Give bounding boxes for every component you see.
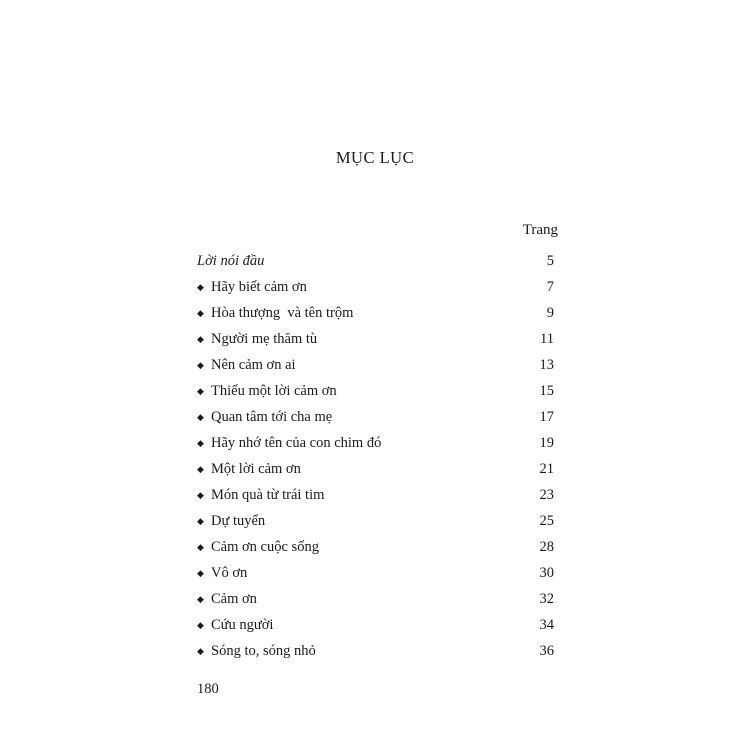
toc-entry-title: Cứu người (211, 616, 274, 633)
toc-entry-page: 13 (539, 356, 554, 373)
toc-entry (197, 326, 554, 352)
diamond-bullet-icon: ◆ (197, 359, 204, 370)
toc-entry-page: 30 (539, 564, 554, 581)
toc-entry-title: Quan tâm tới cha mẹ (211, 408, 333, 425)
toc-entry-title: Dự tuyển (211, 512, 266, 529)
toc-entry-page: 36 (539, 642, 554, 659)
toc-entry-title: Lời nói đầu (197, 252, 265, 269)
toc-entry-title: Món quà từ trái tim (211, 486, 325, 503)
toc-entry-page: 19 (539, 434, 554, 451)
diamond-bullet-icon: ◆ (197, 463, 204, 474)
toc-entry (197, 378, 554, 404)
toc-entry-left (197, 461, 301, 478)
toc-entry-left (197, 383, 337, 400)
toc-entry (197, 300, 554, 326)
toc-entry-page: 7 (546, 278, 554, 295)
toc-entry (197, 456, 554, 482)
toc-entry-left (197, 435, 381, 452)
toc-entry-page: 17 (539, 408, 554, 425)
toc-entry-page: 28 (539, 538, 554, 555)
toc-entry (197, 404, 554, 430)
diamond-bullet-icon: ◆ (197, 515, 204, 526)
table-of-contents (197, 248, 554, 664)
diamond-bullet-icon: ◆ (197, 411, 204, 422)
diamond-bullet-icon: ◆ (197, 567, 204, 578)
diamond-bullet-icon: ◆ (197, 619, 204, 630)
footer-page-number: 180 (197, 681, 219, 697)
toc-entry-left (197, 617, 273, 634)
toc-entry-title: Người mẹ thăm tù (211, 330, 318, 347)
toc-entry-title: Sóng to, sóng nhỏ (211, 642, 316, 659)
toc-entry-title: Hãy nhớ tên của con chim đó (211, 434, 382, 451)
page-column-header: Trang (522, 222, 558, 238)
toc-entry (197, 248, 554, 274)
toc-entry (197, 586, 554, 612)
toc-entry-page: 25 (539, 512, 554, 529)
toc-entry-title: Hãy biết cảm ơn (211, 278, 307, 295)
toc-entry-title: Cảm ơn cuộc sống (211, 538, 319, 555)
diamond-bullet-icon: ◆ (197, 489, 204, 500)
toc-entry-left (197, 591, 257, 608)
toc-entry (197, 352, 554, 378)
toc-entry-left (197, 279, 307, 296)
toc-entry-title: Hòa thượng và tên trộm (211, 304, 354, 321)
toc-entry-left (197, 513, 265, 530)
toc-entry-title: Nên cảm ơn ai (211, 356, 296, 373)
toc-entry (197, 638, 554, 664)
diamond-bullet-icon: ◆ (197, 281, 204, 292)
toc-entry-left (197, 487, 324, 504)
toc-entry-page: 32 (539, 590, 554, 607)
page-title: MỤC LỤC (335, 148, 415, 167)
diamond-bullet-icon: ◆ (197, 437, 204, 448)
toc-entry (197, 274, 554, 300)
toc-entry-left (197, 331, 317, 348)
toc-entry (197, 482, 554, 508)
toc-entry-title: Thiếu một lời cảm ơn (211, 382, 337, 399)
toc-entry-left (197, 305, 353, 322)
toc-entry-page: 5 (546, 252, 554, 269)
toc-entry-title: Một lời cảm ơn (211, 460, 301, 477)
toc-entry (197, 534, 554, 560)
toc-entry-page: 15 (539, 382, 554, 399)
toc-entry-left (197, 253, 264, 270)
toc-entry-title: Vô ơn (211, 564, 248, 581)
toc-entry-page: 21 (539, 460, 554, 477)
diamond-bullet-icon: ◆ (197, 645, 204, 656)
toc-entry-left (197, 409, 332, 426)
toc-entry-page: 23 (539, 486, 554, 503)
diamond-bullet-icon: ◆ (197, 385, 204, 396)
toc-entry (197, 612, 554, 638)
diamond-bullet-icon: ◆ (197, 541, 204, 552)
toc-entry-page: 11 (540, 330, 554, 347)
toc-entry-page: 9 (546, 304, 554, 321)
toc-entry-left (197, 539, 319, 556)
diamond-bullet-icon: ◆ (197, 307, 204, 318)
diamond-bullet-icon: ◆ (197, 593, 204, 604)
toc-entry-left (197, 643, 316, 660)
toc-entry-left (197, 565, 247, 582)
toc-entry-left (197, 357, 296, 374)
toc-entry-title: Cảm ơn (211, 590, 257, 607)
toc-entry (197, 508, 554, 534)
diamond-bullet-icon: ◆ (197, 333, 204, 344)
toc-entry (197, 430, 554, 456)
toc-entry (197, 560, 554, 586)
toc-entry-page: 34 (539, 616, 554, 633)
